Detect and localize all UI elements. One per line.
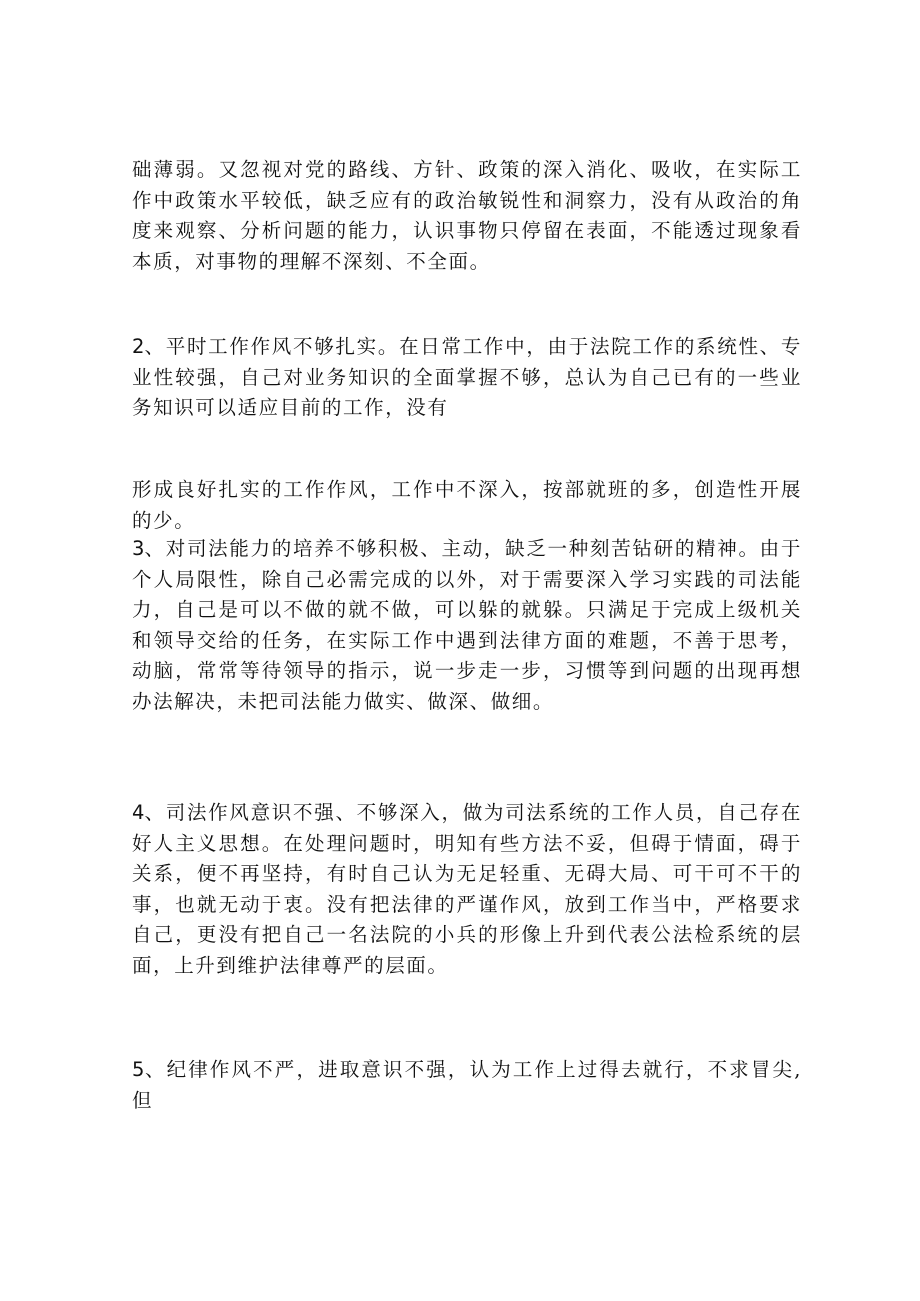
- paragraph-text: 础薄弱。又忽视对党的路线、方针、政策的深入消化、吸收，在实际工作中政策水平较低，缺乏应有的政治敏锐性和洞察力，没有从政治的角度来观察、分析问题的能力，认识事物只停留在表面，不能透过现象看本质，对事物的理解不深刻、不全面。: [132, 158, 802, 273]
- paragraph-text: 、平时工作作风不够扎实。在日常工作中，由于法院工作的系统性、专业性较强，自己对业务知识的全面掌握不够，总认为自己已有的一些业务知识可以适应目前的工作，没有: [132, 335, 802, 420]
- paragraph-item-4: [132, 798, 802, 982]
- item-number: 5: [132, 1058, 145, 1081]
- paragraph-item-5: [132, 1055, 802, 1116]
- item-number: 4: [132, 801, 145, 824]
- item-number: 2: [132, 335, 145, 358]
- paragraph-item-3: [132, 534, 802, 718]
- paragraph-item-2-continued: [132, 475, 802, 536]
- paragraph-text: 、司法作风意识不强、不够深入，做为司法系统的工作人员，自己存在好人主义思想。在处理问题时，明知有些方法不妥，但碍于情面，碍于关系，便不再坚持，有时自己认为无足轻重、无碍大局、可干可不干的事，也就无动于衷。没有把法律的严谨作风，放到工作当中，严格要求自己，更没有把自己一名法院的小兵的形像上升到代表公法检系统的层面，上升到维护法律尊严的层面。: [132, 801, 802, 977]
- paragraph-text: 、对司法能力的培养不够积极、主动，缺乏一种刻苦钻研的精神。由于个人局限性，除自己必需完成的以外，对于需要深入学习实践的司法能力，自己是可以不做的就不做，可以躲的就躲。只满足于完成上级机关和领导交给的任务，在实际工作中遇到法律方面的难题，不善于思考，动脑，常常等待领导的指示，说一步走一步，习惯等到问题的出现再想办法解决，未把司法能力做实、做深、做细。: [132, 537, 802, 713]
- item-number: 3: [132, 537, 145, 560]
- paragraph-intro: [132, 155, 802, 277]
- paragraph-text: 形成良好扎实的工作作风，工作中不深入，按部就班的多，创造性开展的少。: [132, 478, 802, 532]
- paragraph-item-2: [132, 332, 802, 424]
- paragraph-text: 、纪律作风不严，进取意识不强，认为工作上过得去就行，不求冒尖,但: [132, 1058, 802, 1112]
